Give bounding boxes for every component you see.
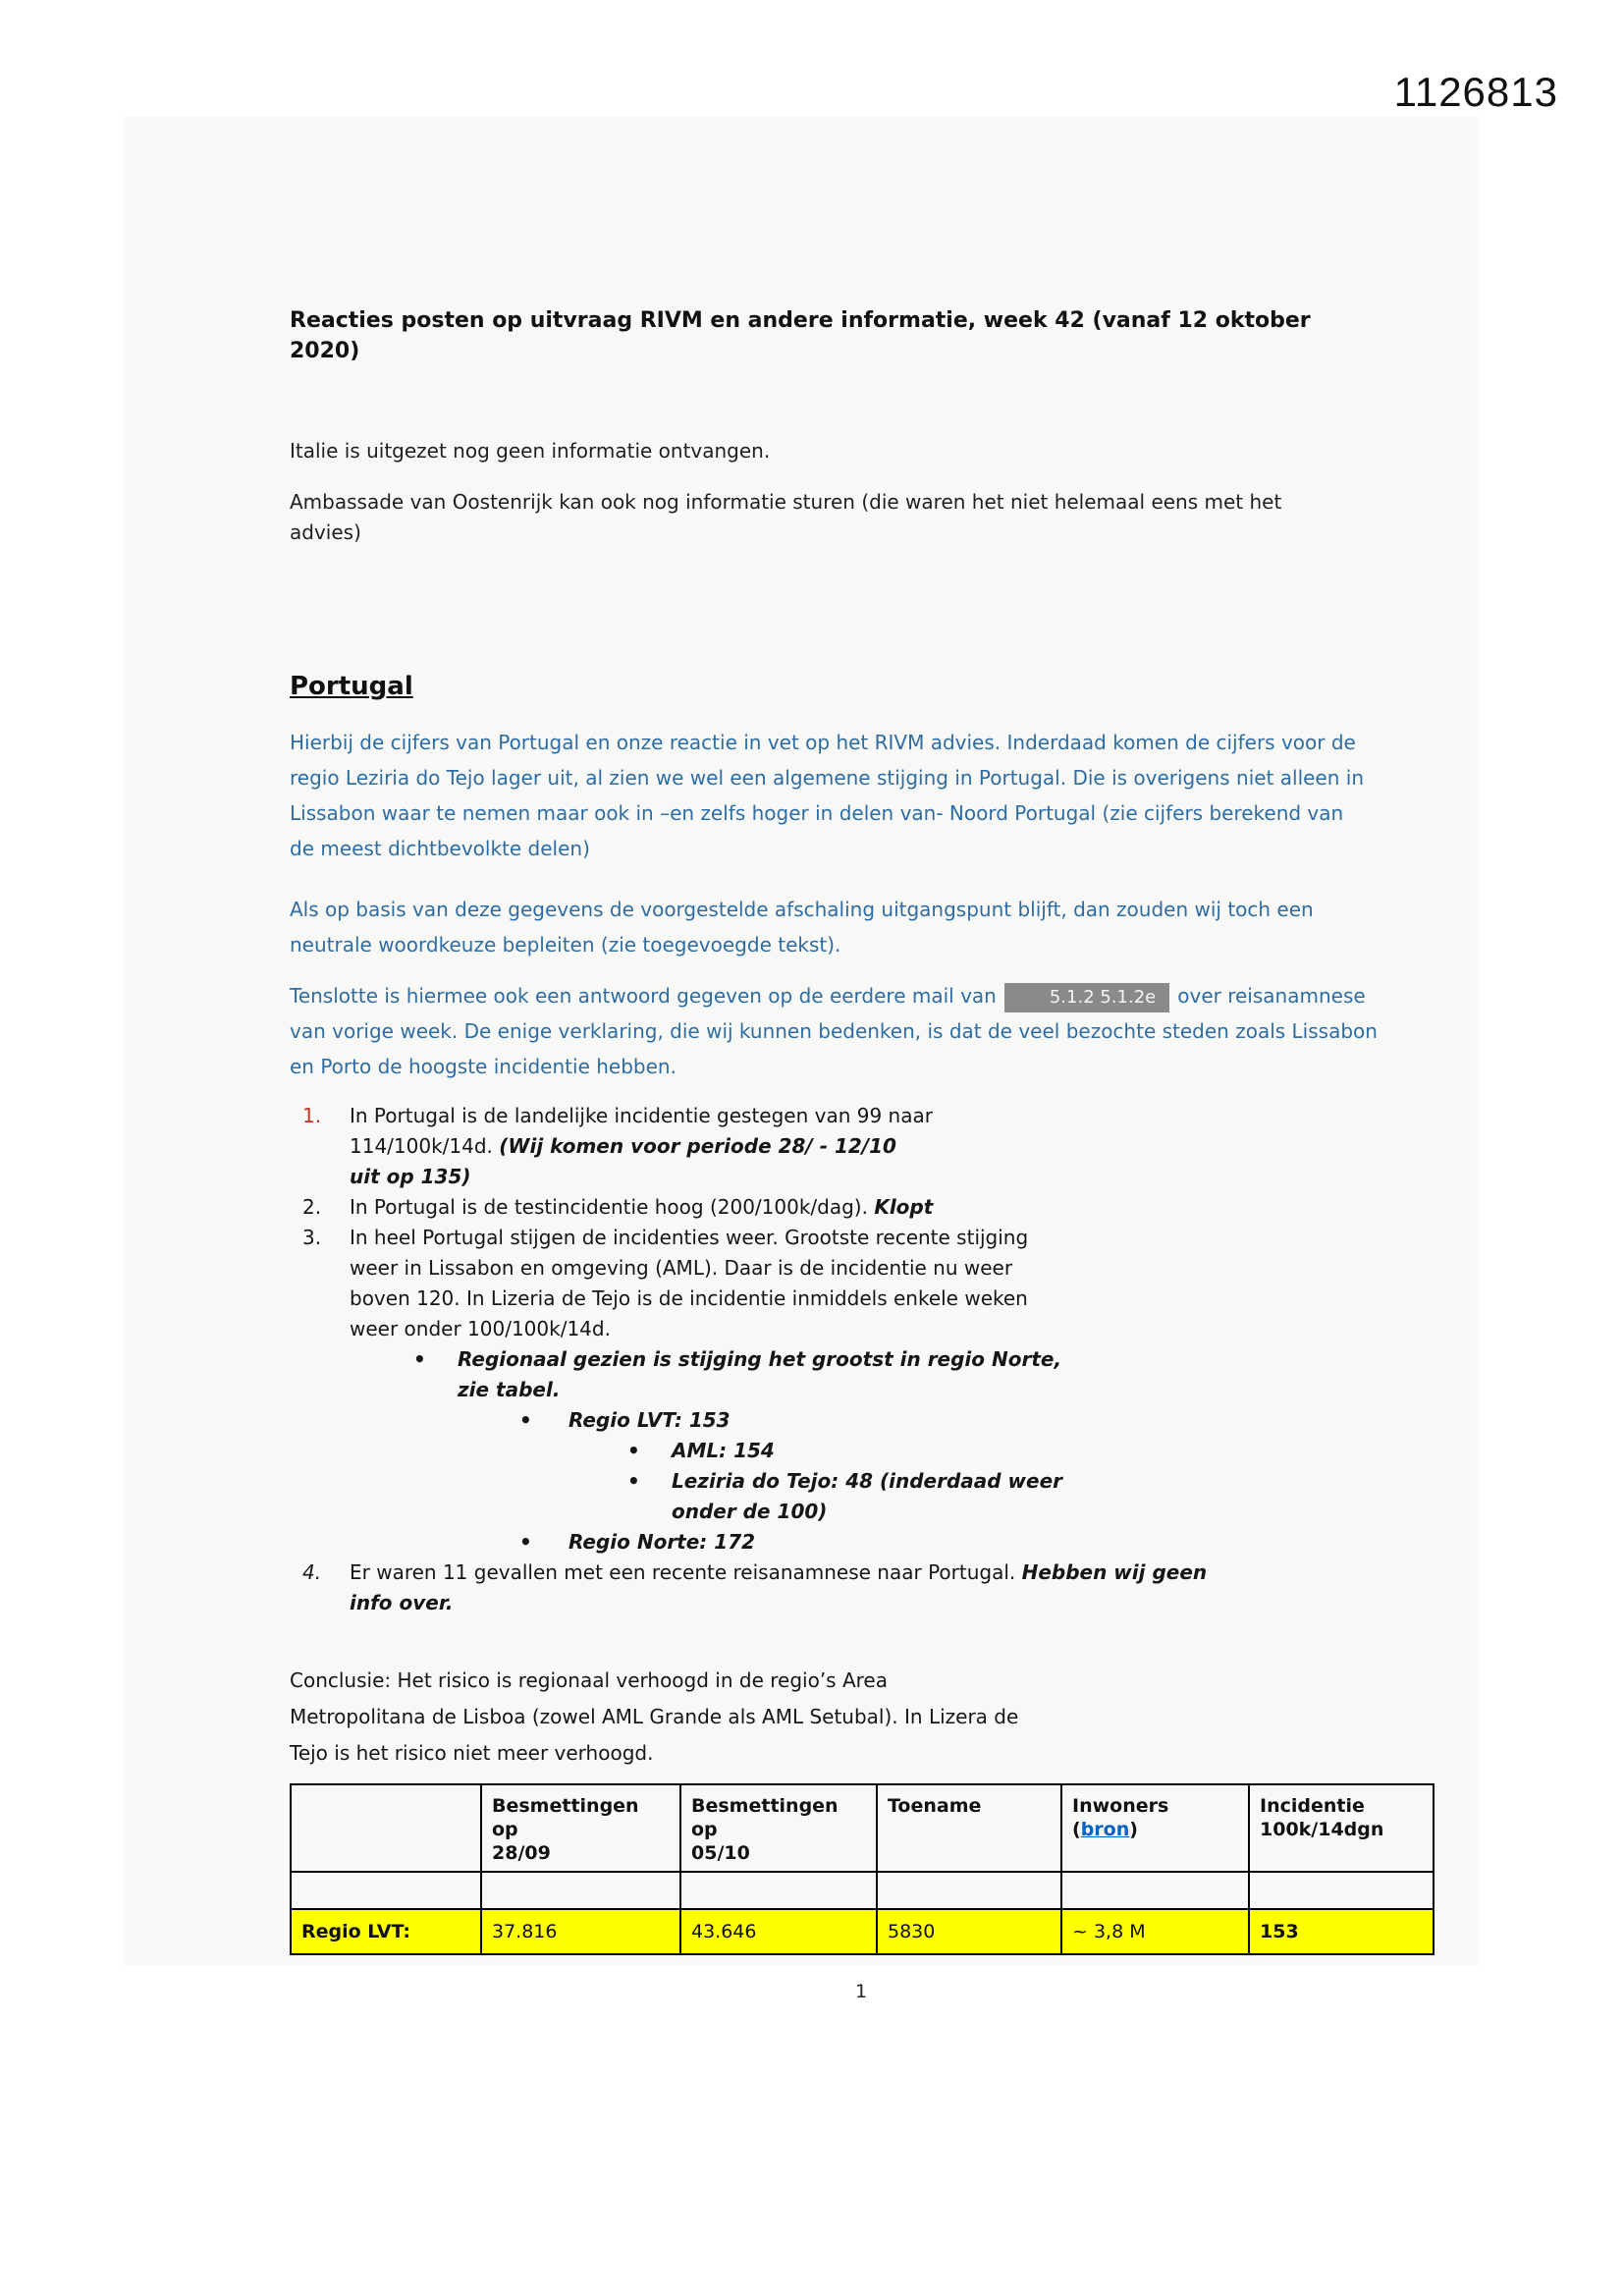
empty-cell [291, 1872, 481, 1909]
bullet-text: Regio LVT: 153 [568, 1408, 731, 1432]
text-run-bold-italic: Hebben wij geen [1021, 1560, 1208, 1584]
table-header-inwoners [1061, 1784, 1249, 1872]
section-heading-portugal: Portugal [290, 672, 413, 701]
list-item-1 [302, 1101, 1497, 1192]
text-line-bold-italic: uit op 135) [350, 1165, 471, 1188]
header-line: 28/09 [492, 1842, 551, 1864]
incidence-table [290, 1783, 1435, 1955]
list-item-3 [302, 1223, 1497, 1344]
bullet-regionaal-norte [302, 1344, 1497, 1405]
list-item-4 [302, 1558, 1497, 1618]
text-line [350, 1558, 1207, 1588]
bullet-leziria-do-tejo [302, 1466, 1497, 1527]
text-run: Tenslotte is hiermee ook een antwoord gegeven op de eerdere mail van [290, 984, 997, 1008]
text-run: Inwoners ( [1072, 1795, 1169, 1840]
redaction-box: 5.1.2 5.1.2e [1004, 983, 1169, 1012]
cell-besmettingen-2809: 37.816 [481, 1909, 680, 1954]
table-header-empty [291, 1784, 481, 1872]
header-line: 100k/14dgn [1260, 1819, 1384, 1840]
text-run: ) [1129, 1819, 1138, 1840]
numbered-list [302, 1101, 1497, 1618]
paragraph-cijfers-portugal: Hierbij de cijfers van Portugal en onze reactie in vet op het RIVM advies. Inderdaad komen de cijfers voor de regio Leziria do Tejo lager uit, al zien we wel een algemene stijging in Portugal. Die is overigens niet alleen in Lissabon waar te nemen maar ook in –en zelfs hoger in delen van- Noord Portugal (zie cijfers berekend van de meest dichtbevolkte delen) [290, 731, 1364, 860]
paragraph-afschaling: Als op basis van deze gegevens de voorgestelde afschaling uitgangspunt blijft, dan zouden wij toch een neutrale woordkeuze bepleiten (zie toegevoegde tekst). [290, 898, 1314, 957]
bullet-text: Regionaal gezien is stijging het grootst in regio Norte, zie tabel. [458, 1347, 1062, 1401]
list-number: 3. [302, 1226, 322, 1249]
paragraph-tenslotte [290, 978, 1497, 1084]
cell-besmettingen-0510: 43.646 [680, 1909, 877, 1954]
list-number: 2. [302, 1195, 322, 1219]
text-run: over reisanamnese [1177, 984, 1366, 1008]
bron-link[interactable]: bron [1080, 1819, 1130, 1840]
empty-cell [877, 1872, 1061, 1909]
cell-incidentie: 153 [1249, 1909, 1434, 1954]
scanned-page [125, 116, 1478, 2002]
cell-regio-label: Regio LVT: [291, 1909, 481, 1954]
table-row-regio-lvt [291, 1909, 1434, 1954]
paragraph-ambassade: Ambassade van Oostenrijk kan ook nog informatie sturen (die waren het niet helemaal eens met het advies) [290, 490, 1282, 544]
list-item-1-body [350, 1101, 933, 1192]
document-title: Reacties posten op uitvraag RIVM en andere informatie, week 42 (vanaf 12 oktober 2020) [290, 308, 1311, 363]
bullet-aml [302, 1436, 1497, 1466]
list-item-4-body [350, 1558, 1207, 1618]
table-row-empty [291, 1872, 1434, 1909]
text-line: In Portugal is de landelijke incidentie gestegen van 99 naar [350, 1104, 933, 1127]
bullet-text: AML: 154 [672, 1439, 775, 1462]
conclusion-paragraph: Conclusie: Het risico is regionaal verhoogd in de regio’s Area Metropolitana de Lisboa (zowel AML Grande als AML Setubal). In Lizera de Tejo is het risico niet meer verhoogd. [290, 1668, 1019, 1765]
list-number-italic: 4. [302, 1560, 322, 1584]
bullet-icon [627, 1436, 672, 1466]
list-item-2 [302, 1192, 1497, 1223]
paragraph-tenslotte-rest: van vorige week. De enige verklaring, die wij kunnen bedenken, is dat de veel bezochte steden zoals Lissabon en Porto de hoogste incidentie hebben. [290, 1019, 1378, 1078]
bullet-regio-lvt [302, 1405, 1497, 1436]
cell-inwoners: ~ 3,8 M [1061, 1909, 1249, 1954]
page-content [290, 305, 1497, 2002]
header-line: Besmettingen op [492, 1795, 639, 1840]
bullet-text: Leziria do Tejo: 48 (inderdaad weer onder de 100) [672, 1469, 1063, 1523]
empty-cell [1249, 1872, 1434, 1909]
bullet-regio-norte [302, 1527, 1497, 1558]
bullet-icon [519, 1527, 568, 1558]
text-run-bold-italic: Klopt [874, 1195, 934, 1219]
list-item-3-body: In heel Portugal stijgen de incidenties weer. Grootste recente stijging weer in Lissabon en omgeving (AML). Daar is de incidentie nu weer boven 120. In Lizeria de Tejo is de incidentie inmiddels enkele weken weer onder 100/100k/14d. [350, 1226, 1029, 1340]
bullet-icon [627, 1466, 672, 1527]
text-run-bold-italic: (Wij komen voor periode 28/ - 12/10 [499, 1134, 896, 1158]
list-number-red: 1. [302, 1104, 322, 1127]
cell-toename: 5830 [877, 1909, 1061, 1954]
paragraph-tenslotte-line1 [290, 978, 1497, 1013]
text-run: Er waren 11 gevallen met een recente reisanamnese naar Portugal. [350, 1560, 1022, 1584]
text-line-bold-italic: info over. [350, 1591, 454, 1614]
paragraph-italie: Italie is uitgezet nog geen informatie ontvangen. [290, 439, 771, 463]
page-number: 1 [854, 1981, 868, 2002]
header-line: Besmettingen op [691, 1795, 839, 1840]
text-run: In Portugal is de testincidentie hoog (200/100k/dag). [350, 1195, 875, 1219]
empty-cell [481, 1872, 680, 1909]
bullet-icon [519, 1405, 568, 1436]
header-line: 05/10 [691, 1842, 750, 1864]
table-header-besmettingen-2809 [481, 1784, 680, 1872]
document-id-number: 1126813 [1393, 69, 1558, 115]
table-header-besmettingen-0510 [680, 1784, 877, 1872]
table-header-toename: Toename [877, 1784, 1061, 1872]
bullet-icon [413, 1344, 458, 1405]
text-line [350, 1131, 933, 1162]
list-item-2-body [350, 1192, 933, 1223]
empty-cell [680, 1872, 877, 1909]
bullet-text: Regio Norte: 172 [568, 1530, 756, 1554]
empty-cell [1061, 1872, 1249, 1909]
table-header-row [291, 1784, 1434, 1872]
text-run: 114/100k/14d. [350, 1134, 500, 1158]
header-line: Incidentie [1260, 1795, 1365, 1817]
table-header-incidentie [1249, 1784, 1434, 1872]
